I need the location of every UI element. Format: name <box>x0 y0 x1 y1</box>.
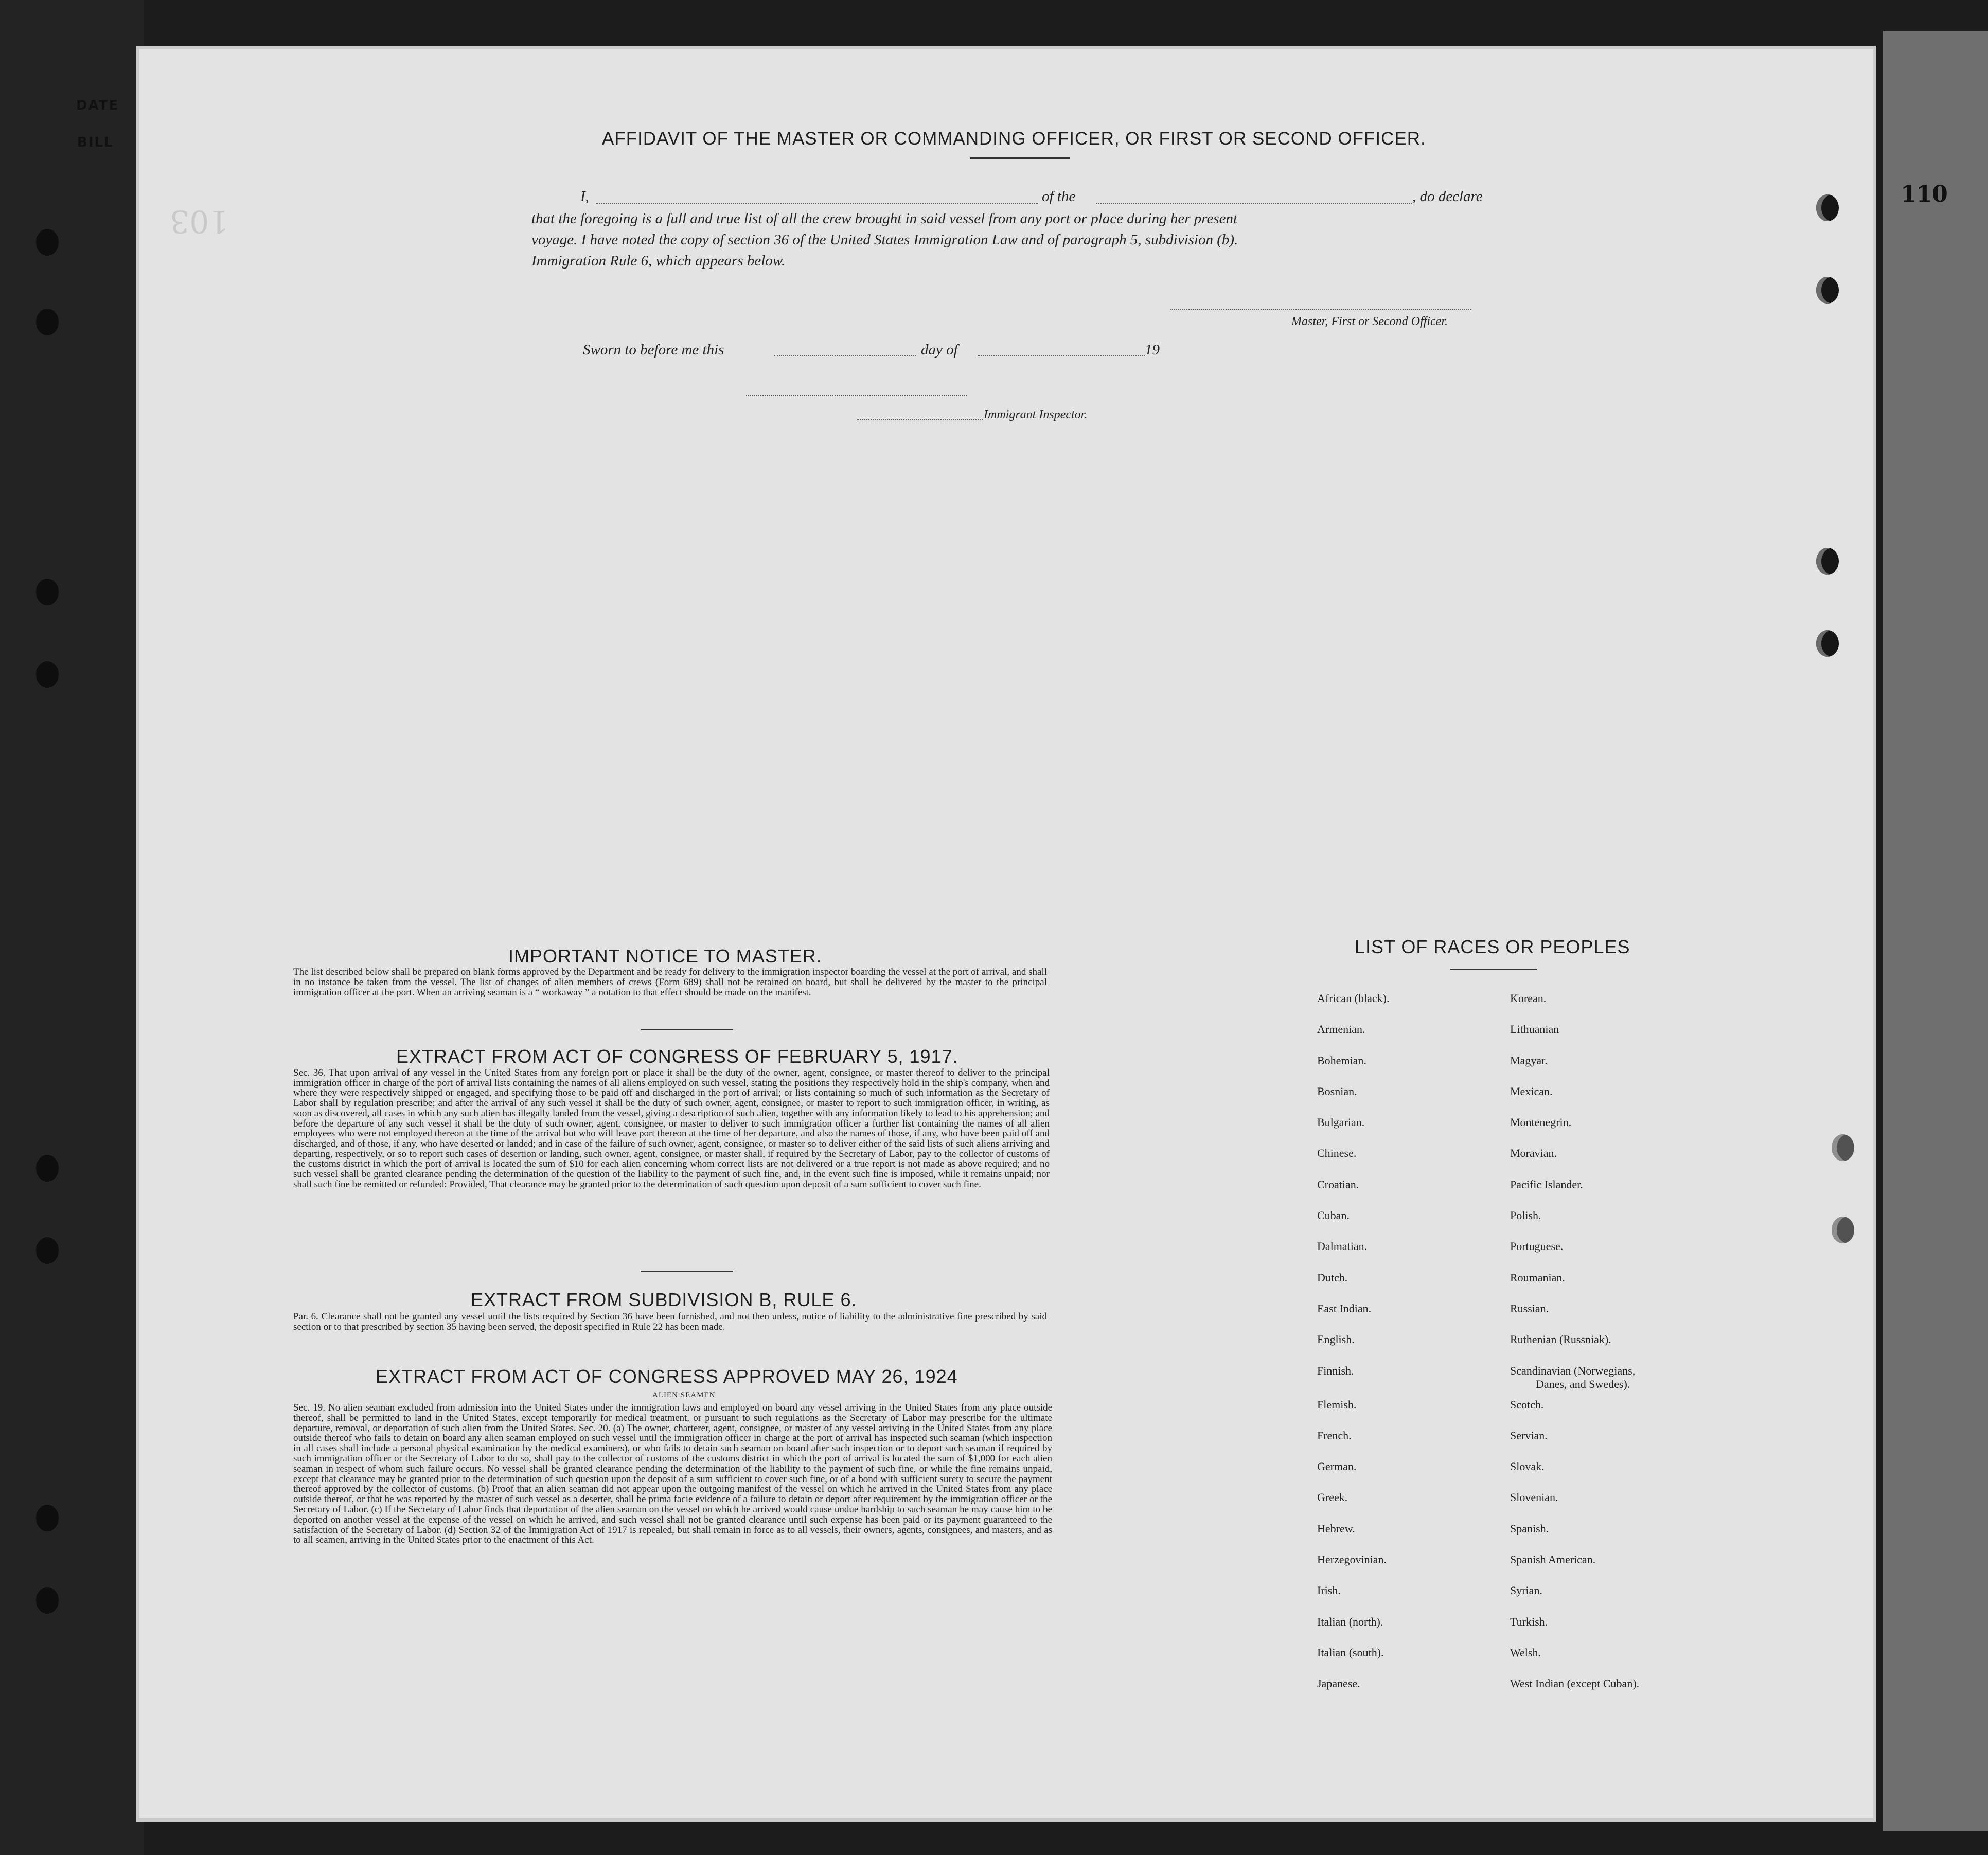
divider <box>970 157 1070 159</box>
name-blank <box>596 203 1038 204</box>
race-item: Italian (south). <box>1317 1646 1384 1659</box>
edge-label-date: DATE <box>76 98 119 113</box>
affidavit-line-4: Immigration Rule 6, which appears below. <box>531 253 786 269</box>
page-number: 110 <box>1901 181 1948 207</box>
punch-hole <box>1816 630 1839 657</box>
punch-hole <box>36 229 59 256</box>
edge-label-bill: BILL <box>77 135 114 150</box>
races-title: LIST OF RACES OR PEOPLES <box>1355 936 1630 957</box>
race-item: Dutch. <box>1317 1271 1348 1284</box>
vessel-blank <box>1096 203 1412 204</box>
race-item: Bosnian. <box>1317 1084 1357 1098</box>
inspector-signature-blank <box>857 419 983 420</box>
race-item: Scandinavian (Norwegians, <box>1510 1364 1636 1377</box>
race-item: East Indian. <box>1317 1301 1372 1315</box>
punch-hole <box>36 579 59 605</box>
punch-hole <box>1816 194 1839 221</box>
race-item: Armenian. <box>1317 1023 1365 1036</box>
sworn-day-of: day of <box>921 342 958 358</box>
subdivision-b-body: Par. 6. Clearance shall not be granted any vessel until the lists required by Section 36 have been furnished, and not then unless, notice of liability to the administrative fine prescribed by said section or to that prescribed by section 35 having been served, the deposit specified in Rule 22 has been made. <box>293 1311 1047 1332</box>
race-item-continuation: Danes, and Swedes). <box>1536 1377 1630 1390</box>
race-item: Portuguese. <box>1510 1240 1564 1253</box>
divider <box>1450 969 1537 970</box>
punch-hole <box>1816 548 1839 575</box>
affidavit-line-3: voyage. I have noted the copy of section 36 of the United States Immigration Law and of paragraph 5, subdivision (b). <box>531 231 1238 248</box>
race-item: Polish. <box>1510 1209 1541 1222</box>
race-item: Herzegovinian. <box>1317 1553 1387 1566</box>
races-column-1 <box>1317 992 1389 1708</box>
race-item: English. <box>1317 1333 1355 1346</box>
affidavit-title: AFFIDAVIT OF THE MASTER OR COMMANDING OFFICER, OR FIRST OR SECOND OFFICER. <box>602 129 1426 149</box>
punch-hole <box>36 1155 59 1182</box>
race-item: Bohemian. <box>1317 1054 1366 1067</box>
subdivision-b-title: EXTRACT FROM SUBDIVISION B, RULE 6. <box>471 1289 857 1310</box>
sworn-year: 19 <box>1145 342 1160 358</box>
race-item: Servian. <box>1510 1429 1548 1442</box>
punch-hole <box>36 661 59 688</box>
race-item: Cuban. <box>1317 1209 1350 1222</box>
inspector-label: Immigrant Inspector. <box>984 408 1088 421</box>
race-item: Russian. <box>1510 1301 1549 1315</box>
race-item: Korean. <box>1510 992 1547 1005</box>
race-item: Bulgarian. <box>1317 1116 1365 1129</box>
race-item: Dalmatian. <box>1317 1240 1368 1253</box>
extract-1917-title: EXTRACT FROM ACT OF CONGRESS OF FEBRUARY 5, 1917. <box>396 1046 958 1067</box>
sworn-month-blank <box>978 355 1145 356</box>
punch-hole <box>36 1587 59 1614</box>
race-item: Montenegrin. <box>1510 1116 1572 1129</box>
race-item: Pacific Islander. <box>1510 1178 1583 1191</box>
race-item: Japanese. <box>1317 1677 1360 1690</box>
race-item: Italian (north). <box>1317 1615 1383 1628</box>
race-item: Mexican. <box>1510 1084 1553 1098</box>
sworn-day-blank <box>774 355 916 356</box>
race-item: Croatian. <box>1317 1178 1359 1191</box>
right-background-sheet <box>1883 31 1988 1831</box>
divider <box>641 1029 733 1030</box>
races-column-2 <box>1510 992 1639 1708</box>
race-item: Chinese. <box>1317 1147 1357 1160</box>
race-item: German. <box>1317 1460 1357 1473</box>
race-item: Slovenian. <box>1510 1491 1558 1504</box>
affidavit-line-2: that the foregoing is a full and true list of all the crew brought in said vessel from any port or place during her present <box>531 210 1238 227</box>
race-item: Hebrew. <box>1317 1522 1355 1535</box>
race-item: African (black). <box>1317 992 1390 1005</box>
race-item: Scotch. <box>1510 1398 1544 1411</box>
punch-hole <box>36 1505 59 1531</box>
extract-1924-title: EXTRACT FROM ACT OF CONGRESS APPROVED MAY 26, 1924 <box>376 1366 958 1387</box>
race-item: Ruthenian (Russniak). <box>1510 1333 1611 1346</box>
extract-1917-body: Sec. 36. That upon arrival of any vessel in the United States from any foreign port or place it shall be the duty of the owner, agent, consignee, or master thereof to deliver to the principal immigration officer in charge of the port of arrival lists containing the names of all aliens employed on such vessel, stating the positions they respectively hold in the ship's company, when and where they were respectively shipped or engaged, and specifying those to be paid off and discharged in the port of arrival; or lists containing so much of such information as the Secretary of Labor shall by regulation prescribe; and after the arrival of any such vessel it shall be the duty of such owner, agent, consignee, or master to report to such immigration officer, in writing, as soon as discovered, all cases in which any such alien has illegally landed from the vessel, giving a description of such alien, together with any information likely to lead to his apprehension; and before the departure of any such vessel it shall be the duty of such owner, agent, consignee, or master to deliver to such immigration officer a further list containing the names of all alien employees who were not employed thereon at the time of the arrival but who will leave port thereon at the time of her departure, and also the names of those, if any, who have been paid off and discharged, and of those, if any, who have deserted or landed; and in case of the failure of such owner, agent, consignee, or master so to deliver either of the said lists of such aliens arriving and departing, respectively, or so to report such cases of desertion or landing, such owner, agent, consignee, or master shall, if required by the Secretary of Labor, pay to the collector of customs of the customs district in which the port of arrival is located the sum of $10 for each alien concerning whom correct lists are not delivered or a true report is not made as above required; and no such vessel shall be granted clearance pending the determination of the question of the liability to the payment of such fine, and, in the event such fine is imposed, while it remains unpaid; nor shall such fine be remitted or refunded: Provided, That clearance may be granted prior to the determination of such question upon deposit of a sum sufficient to cover such fine. <box>293 1067 1050 1190</box>
race-item: French. <box>1317 1429 1352 1442</box>
extract-1924-body: Sec. 19. No alien seaman excluded from admission into the United States under the immigration laws and employed on board any vessel arriving in the United States from any place outside thereof, shall be permitted to land in the United States, except temporarily for medical treatment, or pursuant to such regulations as the Secretary of Labor may prescribe for the ultimate departure, removal, or deportation of such alien from the United States. Sec. 20. (a) The owner, charterer, agent, consignee, or master of any vessel arriving in the United States from any place outside thereof who fails to detain on board any alien seaman employed on such vessel until the immigration officer in charge at the port of arrival has inspected such seaman (which inspection in all cases shall include a personal physical examination by the medical examiners), or who fails to detain such seaman on board after such inspection or to deport such seaman if required by such immigration officer or the Secretary of Labor to do so, shall pay to the collector of customs of the customs district in which the port of arrival is located the sum of $1,000 for each alien seaman in respect of whom such failure occurs. No vessel shall be granted clearance pending the determination of the liability to the payment of such fine, or while the fine remains unpaid, except that clearance may be granted prior to the determination of such question upon the deposit of a sum sufficient to cover such fine, or of a bond with sufficient surety to secure the payment thereof approved by the collector of customs. (b) Proof that an alien seaman did not appear upon the outgoing manifest of the vessel on which he arrived in the United States from any place outside thereof, or that he was reported by the master of such vessel as a deserter, shall be prima facie evidence of a failure to detain or deport after requirement by the immigration officer or the Secretary of Labor. (c) If the Secretary of Labor finds that deportation of the alien seaman on the vessel on which he arrived would cause undue hardship to such seaman he may cause him to be deported on another vessel at the expense of the vessel on which he arrived, and such vessel shall not be granted clearance until such expense has been paid or its payment guaranteed to the satisfaction of the Secretary of Labor. (d) Section 32 of the Immigration Act of 1917 is repealed, but shall remain in force as to all vessels, their owners, agents, consignees, and masters, and as to all seamen, arriving in the United States prior to the enactment of this Act. <box>293 1402 1052 1546</box>
left-background <box>0 0 144 1855</box>
race-item: Irish. <box>1317 1584 1341 1597</box>
race-item: Magyar. <box>1510 1054 1548 1067</box>
divider <box>641 1271 733 1272</box>
race-item: Lithuanian <box>1510 1023 1559 1036</box>
punch-hole <box>1832 1134 1854 1161</box>
race-item: Welsh. <box>1510 1646 1541 1659</box>
race-item: Finnish. <box>1317 1364 1354 1377</box>
notice-body: The list described below shall be prepared on blank forms approved by the Department and be ready for delivery to the immigration inspector boarding the vessel at the port of arrival, and shall in no instance be taken from the vessel. The list of changes of alien members of crews (Form 689) shall not be retained on board, but shall be delivered by the master to the principal immigration officer at the port. When an arriving seaman is a “ workaway ” a notation to that effect should be made on the manifest. <box>293 967 1047 998</box>
punch-hole <box>1832 1217 1854 1243</box>
race-item: Syrian. <box>1510 1584 1542 1597</box>
affidavit-of-the: of the <box>1042 188 1076 205</box>
notice-title: IMPORTANT NOTICE TO MASTER. <box>508 946 822 967</box>
punch-hole <box>36 309 59 335</box>
race-item: Turkish. <box>1510 1615 1548 1628</box>
signature-label: Master, First or Second Officer. <box>1291 315 1448 328</box>
race-item: Spanish American. <box>1510 1553 1596 1566</box>
race-item: West Indian (except Cuban). <box>1510 1677 1640 1690</box>
inspector-line-upper <box>746 395 967 396</box>
race-item: Roumanian. <box>1510 1271 1565 1284</box>
punch-hole <box>36 1237 59 1264</box>
race-item: Greek. <box>1317 1491 1348 1504</box>
signature-blank <box>1170 309 1471 310</box>
race-item: Moravian. <box>1510 1147 1557 1160</box>
race-item: Spanish. <box>1510 1522 1549 1535</box>
margin-number: 103 <box>170 203 229 239</box>
affidavit-declare: , do declare <box>1412 188 1483 205</box>
affidavit-i: I, <box>580 188 589 205</box>
race-item: Slovak. <box>1510 1460 1545 1473</box>
race-item-scandinavian <box>1510 1364 1639 1398</box>
extract-1924-subtitle: ALIEN SEAMEN <box>652 1391 716 1399</box>
punch-hole <box>1816 277 1839 304</box>
race-item: Flemish. <box>1317 1398 1357 1411</box>
sworn-prefix: Sworn to before me this <box>583 342 724 358</box>
